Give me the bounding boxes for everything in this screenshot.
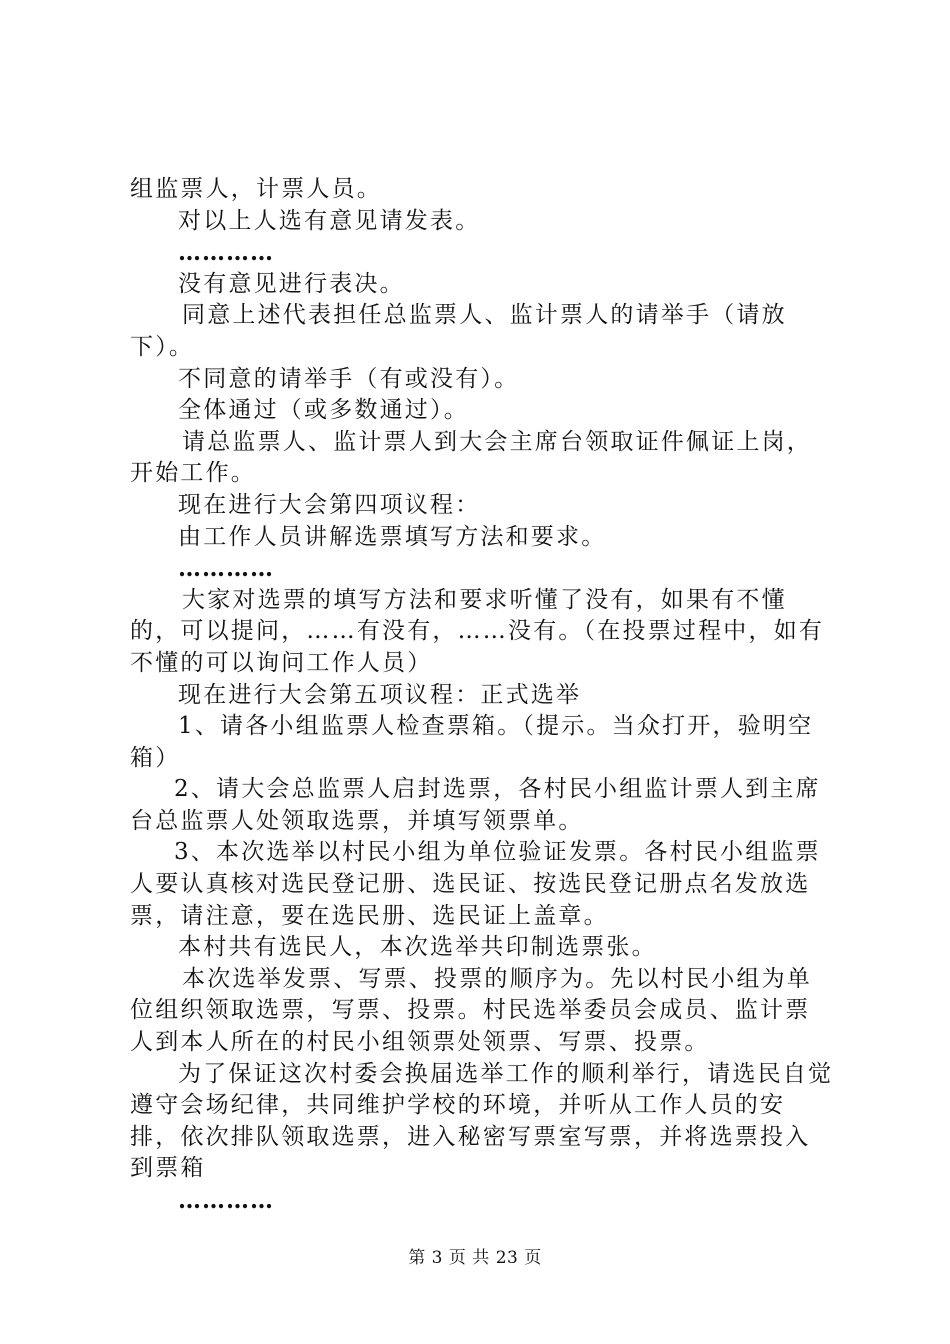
paragraph: 为了保证这次村委会换届选举工作的顺利举行，请选民自觉遵守会场纪律，共同维护学校的环境，并听从工作人员的安排，依次排队领取选票，进入秘密写票室写票，并将选票投入到票箱 — [130, 1060, 834, 1182]
paragraph: 请总监票人、监计票人到大会主席台领取证件佩证上岗，开始工作。 — [130, 428, 812, 487]
paragraph: 组监票人，计票人员。 — [130, 176, 382, 202]
paragraph: 全体通过（或多数通过）。 — [178, 397, 469, 424]
paragraph: 2、请大会总监票人启封选票，各村民小组监计票人到主席台总监票人处领取选票，并填写领票单。 — [130, 776, 821, 834]
paragraph: 没有意见进行表决。 — [178, 270, 405, 297]
ellipsis-line: ………… — [178, 1187, 274, 1214]
paragraph: 现在进行大会第四项议程： — [178, 491, 481, 518]
paragraph: 本村共有选民人，本次选举共印制选票张。 — [178, 934, 657, 961]
paragraph: 本次选举发票、写票、投票的顺序为。先以村民小组为单位组织领取选票，写票、投票。村民选举委员会成员、监计票人到本人所在的村民小组领票处领票、写票、投票。 — [130, 965, 812, 1056]
ellipsis-line: ………… — [178, 555, 274, 583]
paragraph: 由工作人员讲解选票填写方法和要求。 — [178, 523, 607, 550]
paragraph: 大家对选票的填写方法和要求听懂了没有，如果有不懂的，可以提问，……有没有，……没有。（在投票过程中，如有不懂的可以询问工作人员） — [130, 586, 825, 676]
page-footer: 第 3 页 共 23 页 — [408, 1248, 542, 1268]
document-body — [130, 174, 835, 1217]
paragraph: 1、请各小组监票人检查票箱。（提示。当众打开，验明空箱） — [130, 713, 814, 771]
paragraph: 对以上人选有意见请发表。 — [178, 207, 481, 234]
paragraph: 现在进行大会第五项议程：正式选举 — [178, 681, 582, 708]
paragraph: 3、本次选举以村民小组为单位验证发票。各村民小组监票人要认真核对选民登记册、选民证、按选民登记册点名发放选票，请注意，要在选民册、选民证上盖章。 — [130, 839, 821, 929]
paragraph: 不同意的请举手（有或没有）。 — [178, 365, 520, 392]
paragraph: 同意上述代表担任总监票人、监计票人的请举手（请放下）。 — [130, 302, 787, 360]
ellipsis-line: ………… — [178, 239, 274, 267]
